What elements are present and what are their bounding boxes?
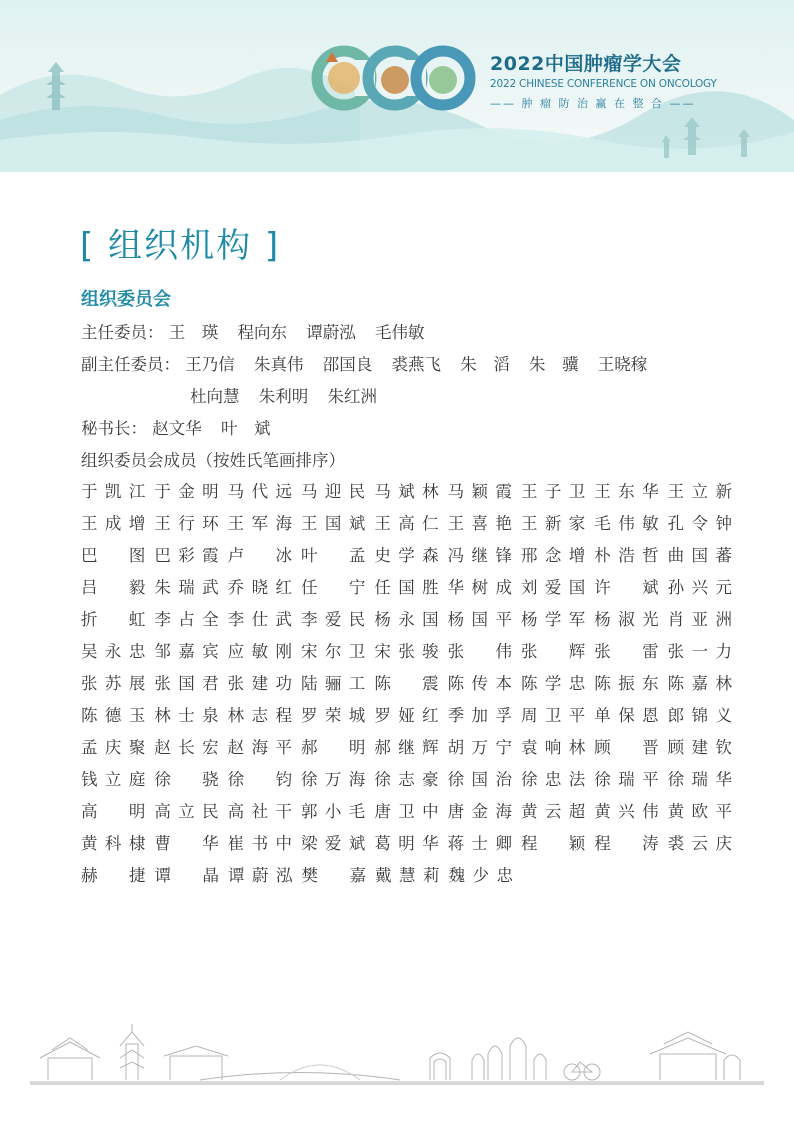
member-name: 宋 张 骏 <box>374 642 439 661</box>
member-name: 王 高 仁 <box>374 514 439 533</box>
member-name: 王 喜 艳 <box>447 514 512 533</box>
member-name: 梁 爱 斌 <box>300 834 366 853</box>
member-name: 王 国 斌 <box>300 514 366 533</box>
member-name: 宋 尔 卫 <box>300 642 366 661</box>
member-name: 黄 兴 伟 <box>594 802 659 821</box>
members-row <box>81 510 741 542</box>
vice-chair-name: 朱真伟 <box>254 355 304 374</box>
member-name: 许 斌 <box>594 578 659 597</box>
member-name: 王 东 华 <box>594 482 659 501</box>
member-name: 罗 荣 城 <box>300 706 366 725</box>
member-name: 戴 慧 莉 <box>375 866 440 885</box>
secretary-label: 秘书长： <box>81 419 147 438</box>
member-name: 唐 卫 中 <box>374 802 439 821</box>
member-name: 马 代 远 <box>227 482 292 501</box>
member-name: 肖 亚 洲 <box>667 610 732 629</box>
member-name: 顾 建 钦 <box>667 738 732 757</box>
member-name: 郝 明 <box>300 738 366 757</box>
member-name: 陆 骊 工 <box>300 674 366 693</box>
member-name: 张 雷 <box>594 642 659 661</box>
member-name: 卢 冰 <box>227 546 292 565</box>
member-name: 巴 彩 霞 <box>154 546 219 565</box>
member-name: 王 成 增 <box>81 514 146 533</box>
vice-chair-name: 王乃信 <box>185 355 235 374</box>
member-name: 赵 海 平 <box>227 738 292 757</box>
member-name: 蒋 士 卿 <box>447 834 512 853</box>
member-name: 王 子 卫 <box>520 482 586 501</box>
member-name: 唐 金 海 <box>447 802 512 821</box>
vice-chair-name: 裘燕飞 <box>391 355 441 374</box>
member-name: 徐 瑞 平 <box>594 770 659 789</box>
member-name: 高 社 干 <box>227 802 292 821</box>
member-name: 李 占 全 <box>154 610 219 629</box>
member-name: 樊 嘉 <box>301 866 366 885</box>
vice-chair-name: 朱利明 <box>258 387 309 406</box>
member-name: 徐 钧 <box>227 770 292 789</box>
conference-logo-text <box>490 49 720 111</box>
committee-heading: 组织委员会 <box>81 289 171 310</box>
members-label: 组织委员会成员（按姓氏笔画排序） <box>81 451 345 470</box>
member-name: 袁 响 林 <box>520 738 586 757</box>
member-name: 季 加 孚 <box>447 706 512 725</box>
header-banner <box>0 0 794 172</box>
chair-name: 王 瑛 <box>168 323 219 342</box>
member-name: 杨 永 国 <box>374 610 439 629</box>
member-name: 冯 继 锋 <box>447 546 512 565</box>
member-name: 马 斌 林 <box>374 482 439 501</box>
member-name: 罗 娅 红 <box>374 706 439 725</box>
members-row <box>81 542 741 574</box>
member-name: 刘 爱 国 <box>520 578 586 597</box>
conference-title: 2022中国肿瘤学大会 <box>490 53 682 75</box>
footer-skyline-illustration <box>0 1010 794 1110</box>
member-name: 陈 学 忠 <box>520 674 586 693</box>
member-name: 吴 永 忠 <box>81 642 146 661</box>
conference-subtitle: 2022 CHINESE CONFERENCE ON ONCOLOGY <box>490 78 717 90</box>
member-name: 马 迎 民 <box>300 482 366 501</box>
member-name: 徐 国 治 <box>447 770 512 789</box>
member-name: 陈 传 本 <box>447 674 512 693</box>
section-title: [ 组织机构 ] <box>80 226 281 266</box>
member-name: 郭 小 毛 <box>300 802 366 821</box>
member-name: 张 国 君 <box>154 674 219 693</box>
member-name: 赵 长 宏 <box>154 738 219 757</box>
member-name: 朱 瑞 武 <box>154 578 219 597</box>
vice-chair-label: 副主任委员： <box>81 355 180 374</box>
member-name: 黄 欧 平 <box>667 802 732 821</box>
members-row <box>81 798 741 830</box>
member-name: 陈 嘉 林 <box>667 674 732 693</box>
member-name: 叶 孟 <box>300 546 366 565</box>
members-row <box>81 862 741 894</box>
member-name: 张 苏 展 <box>81 674 146 693</box>
member-name: 陈 德 玉 <box>81 706 146 725</box>
member-name: 徐 骁 <box>154 770 219 789</box>
vice-chair-name: 王晓稼 <box>597 355 648 374</box>
member-name: 乔 晓 红 <box>227 578 292 597</box>
member-name: 郝 继 辉 <box>374 738 439 757</box>
member-name: 毛 伟 敏 <box>594 514 659 533</box>
member-name: 崔 书 中 <box>227 834 292 853</box>
member-name: 任 宁 <box>300 578 366 597</box>
member-name: 王 立 新 <box>667 482 732 501</box>
vice-chairs-line-2 <box>190 383 391 407</box>
member-name: 华 树 成 <box>447 578 512 597</box>
members-row <box>81 574 741 606</box>
member-name: 朴 浩 哲 <box>594 546 659 565</box>
member-name: 曹 华 <box>154 834 219 853</box>
member-name: 张 建 功 <box>227 674 292 693</box>
member-name: 程 颖 <box>520 834 586 853</box>
member-name: 胡 万 宁 <box>447 738 512 757</box>
members-row <box>81 734 741 766</box>
member-name: 赫 捷 <box>81 866 146 885</box>
member-name: 谭 蔚 泓 <box>228 866 293 885</box>
conference-slogan: —— 肿 瘤 防 治 赢 在 整 合 —— <box>490 97 696 110</box>
member-name: 史 学 森 <box>374 546 439 565</box>
member-name: 林 士 泉 <box>154 706 219 725</box>
member-name: 徐 万 海 <box>300 770 366 789</box>
vice-chairs-line-1 <box>81 351 661 375</box>
member-name: 杨 淑 光 <box>594 610 659 629</box>
chair-name: 毛伟敏 <box>375 323 425 342</box>
member-name: 林 志 程 <box>227 706 292 725</box>
member-name: 高 立 民 <box>154 802 219 821</box>
chair-name: 程向东 <box>237 323 287 342</box>
member-name: 黄 科 棣 <box>81 834 146 853</box>
members-row <box>81 606 741 638</box>
vice-chair-name: 朱红洲 <box>327 387 377 406</box>
member-name: 王 军 海 <box>227 514 292 533</box>
member-name: 徐 瑞 华 <box>667 770 732 789</box>
member-name: 孔 令 钟 <box>667 514 732 533</box>
member-name: 郎 锦 义 <box>667 706 732 725</box>
member-name: 应 敏 刚 <box>227 642 292 661</box>
member-name: 裘 云 庆 <box>667 834 732 853</box>
members-grid <box>81 478 741 894</box>
member-name: 黄 云 超 <box>520 802 586 821</box>
members-row <box>81 766 741 798</box>
members-row <box>81 478 741 510</box>
member-name: 周 卫 平 <box>520 706 586 725</box>
member-name: 折 虹 <box>81 610 146 629</box>
member-name: 杨 国 平 <box>447 610 512 629</box>
member-name: 徐 志 豪 <box>374 770 439 789</box>
chair-name: 谭蔚泓 <box>306 323 356 342</box>
member-name: 李 仕 武 <box>227 610 292 629</box>
members-row <box>81 670 741 702</box>
member-name: 马 颖 霞 <box>447 482 512 501</box>
vice-chair-name: 杜向慧 <box>190 387 240 406</box>
secretary-line <box>81 415 285 439</box>
member-name: 曲 国 蕃 <box>667 546 732 565</box>
member-name: 顾 晋 <box>594 738 659 757</box>
vice-chair-name: 朱 滔 <box>460 355 510 374</box>
member-name: 单 保 恩 <box>594 706 659 725</box>
secretary-name: 赵文华 <box>152 419 202 438</box>
member-name: 程 涛 <box>594 834 659 853</box>
member-name: 陈 震 <box>374 674 439 693</box>
members-row <box>81 830 741 862</box>
members-row <box>81 702 741 734</box>
member-name: 王 新 家 <box>520 514 586 533</box>
member-name: 任 国 胜 <box>374 578 439 597</box>
member-name: 邢 念 增 <box>520 546 586 565</box>
member-name: 高 明 <box>81 802 146 821</box>
secretary-name: 叶 斌 <box>221 419 271 438</box>
member-name: 张 一 力 <box>667 642 732 661</box>
member-name: 于 凯 江 <box>81 482 146 501</box>
vice-chair-name: 朱 骥 <box>529 355 579 374</box>
member-name: 于 金 明 <box>154 482 219 501</box>
member-name: 李 爱 民 <box>300 610 366 629</box>
chairs-line <box>81 319 439 343</box>
member-name: 葛 明 华 <box>374 834 439 853</box>
vice-chair-name: 邵国良 <box>322 355 373 374</box>
members-row <box>81 638 741 670</box>
member-name: 孙 兴 元 <box>667 578 732 597</box>
member-name: 孟 庆 聚 <box>81 738 146 757</box>
member-name: 魏 少 忠 <box>448 866 513 885</box>
member-name: 邹 嘉 宾 <box>154 642 219 661</box>
member-name: 钱 立 庭 <box>81 770 146 789</box>
member-name: 陈 振 东 <box>594 674 659 693</box>
member-name: 张 辉 <box>520 642 586 661</box>
member-name: 张 伟 <box>447 642 512 661</box>
member-name: 徐 忠 法 <box>520 770 586 789</box>
member-name: 巴 图 <box>81 546 146 565</box>
member-name: 王 行 环 <box>154 514 219 533</box>
member-name: 谭 晶 <box>154 866 219 885</box>
member-name: 吕 毅 <box>81 578 146 597</box>
member-name: 杨 学 军 <box>520 610 586 629</box>
chair-label: 主任委员： <box>81 323 164 342</box>
